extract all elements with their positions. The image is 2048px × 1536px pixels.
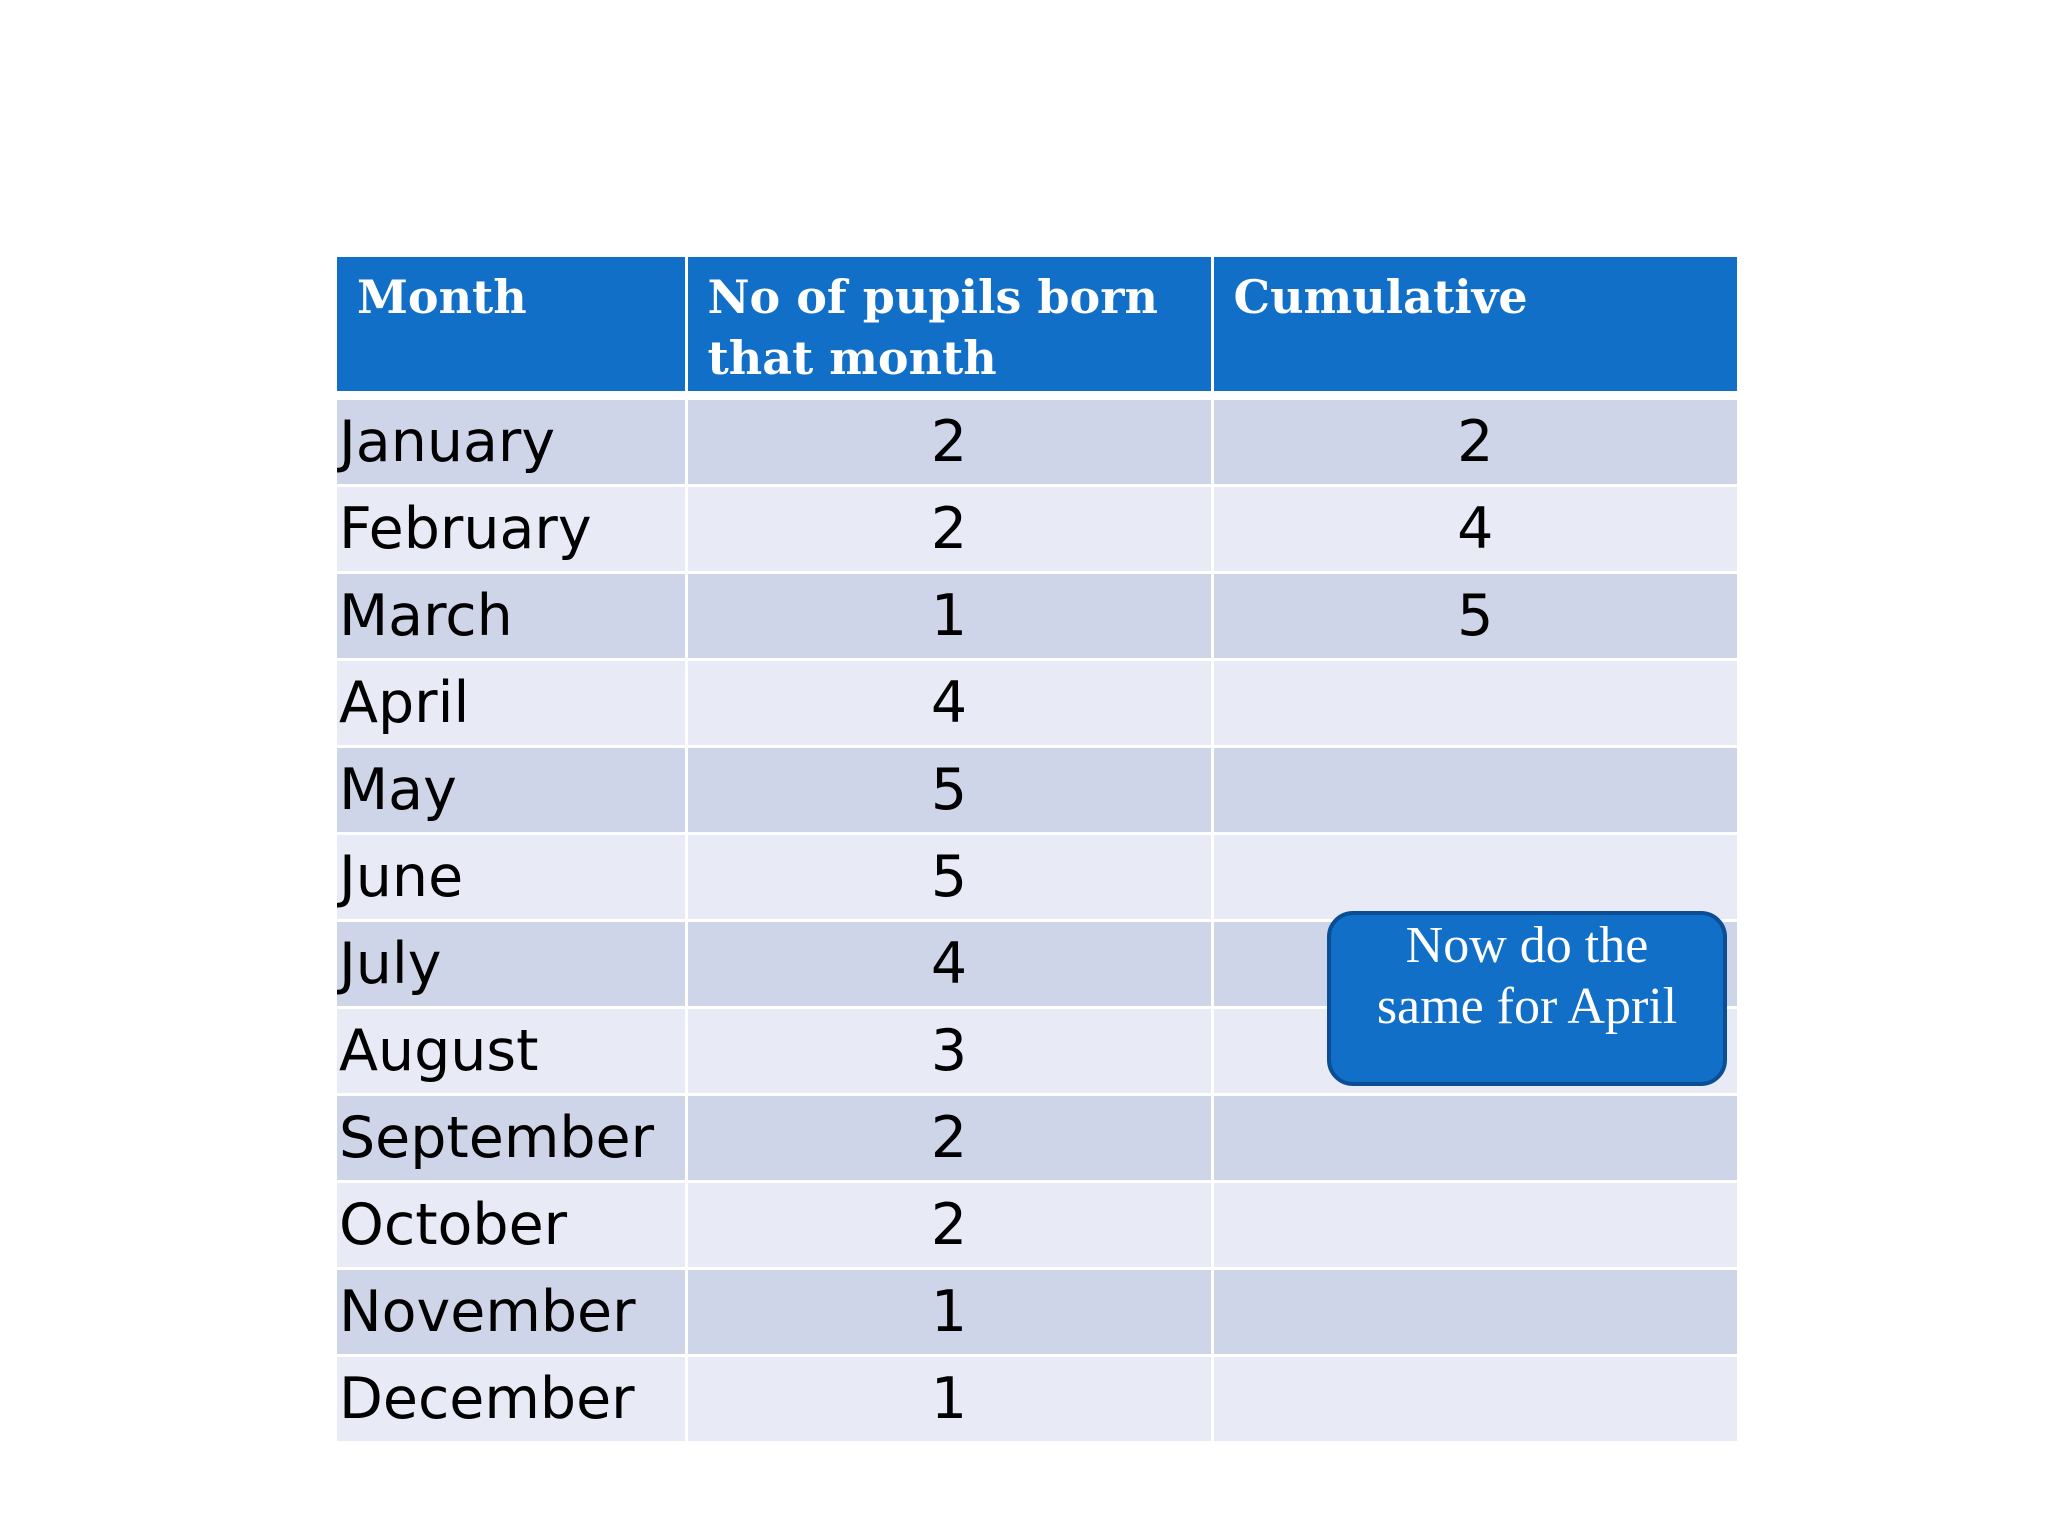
month-cell: November [337,1268,686,1355]
pupils-cell: 3 [686,1007,1212,1094]
cumulative-cell [1212,1094,1737,1181]
month-cell: June [337,833,686,920]
cumulative-cell [1212,1355,1737,1442]
cumulative-cell [1212,746,1737,833]
pupils-cell: 1 [686,572,1212,659]
header-cumulative [1212,257,1737,395]
pupils-cell: 2 [686,1181,1212,1268]
pupils-cell: 1 [686,1268,1212,1355]
table-header-row [337,257,1737,395]
birth-month-table [337,257,1737,1444]
pupils-cell: 2 [686,395,1212,485]
table-row [337,1268,1737,1355]
pupils-cell: 4 [686,920,1212,1007]
month-cell: May [337,746,686,833]
pupils-cell: 4 [686,659,1212,746]
header-pupils [686,257,1212,395]
table-row [337,1094,1737,1181]
instruction-callout [1327,911,1727,1086]
pupils-cell: 1 [686,1355,1212,1442]
table-row [337,1355,1737,1442]
header-month-label: Month [357,270,527,324]
month-cell: July [337,920,686,1007]
cumulative-cell: 5 [1212,572,1737,659]
month-cell: August [337,1007,686,1094]
pupils-cell: 2 [686,485,1212,572]
pupils-cell: 5 [686,746,1212,833]
cumulative-cell [1212,1268,1737,1355]
header-cumulative-label: Cumulative [1233,270,1528,324]
table-row [337,746,1737,833]
header-pupils-line-2: that month [707,331,997,385]
table-row [337,485,1737,572]
pupils-cell: 2 [686,1094,1212,1181]
month-cell: March [337,572,686,659]
cumulative-cell: 2 [1212,395,1737,485]
cumulative-cell [1212,659,1737,746]
month-cell: April [337,659,686,746]
cumulative-cell [1212,1181,1737,1268]
month-cell: December [337,1355,686,1442]
table-row [337,1181,1737,1268]
cumulative-cell [1212,833,1737,920]
month-cell: January [337,395,686,485]
table-row [337,395,1737,485]
header-pupils-line-1: No of pupils born [707,270,1158,324]
month-cell: September [337,1094,686,1181]
table-row [337,659,1737,746]
month-cell: October [337,1181,686,1268]
header-month [337,257,686,395]
cumulative-cell: 4 [1212,485,1737,572]
callout-line-2: same for April [1376,978,1678,1035]
month-cell: February [337,485,686,572]
table-row [337,833,1737,920]
callout-line-1: Now do the [1405,917,1649,974]
table-row [337,572,1737,659]
pupils-cell: 5 [686,833,1212,920]
